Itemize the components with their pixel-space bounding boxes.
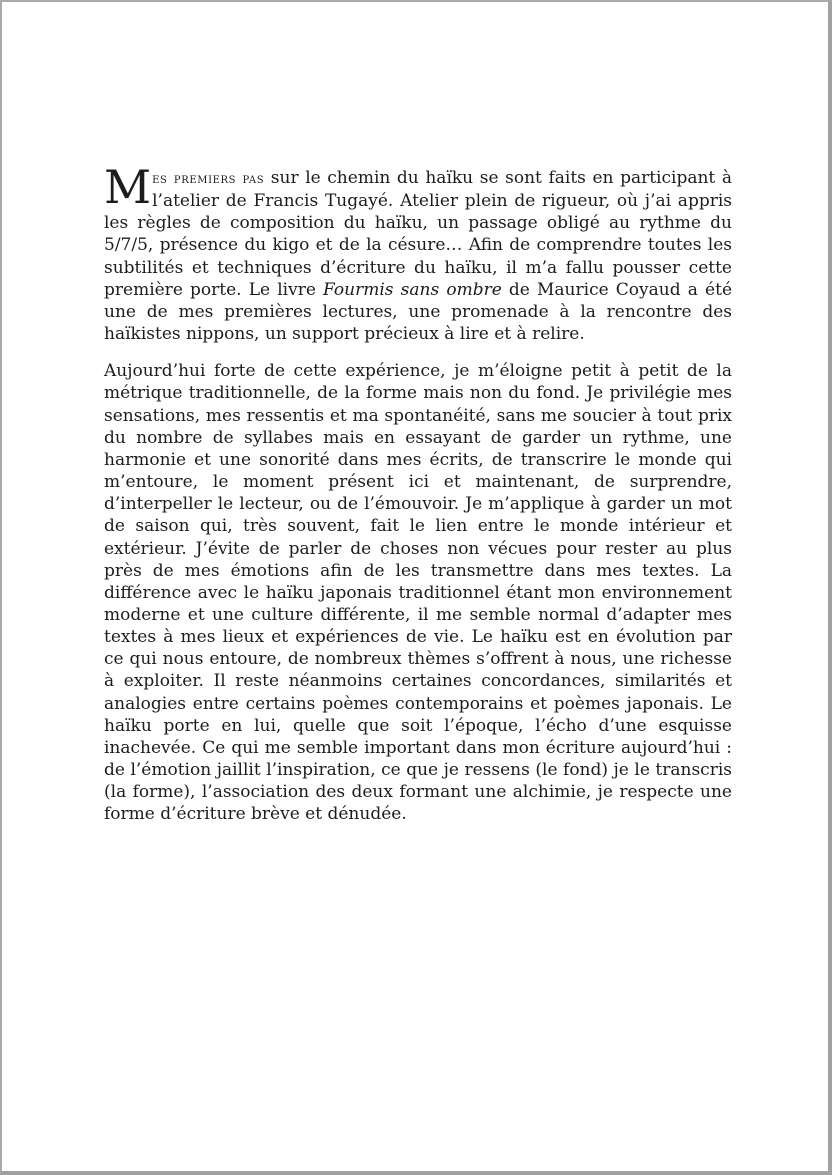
body-text [104,160,732,826]
paragraph-1-text-b: de Maurice Coyaud a été une de mes premières lectures, une promenade à la rencontre des haïkistes nippons, un support précieux à lire et à relire. [104,279,732,345]
paragraph-1-text-a: sur le chemin du haïku se sont faits en participant à l’atelier de Francis Tugayé. Atelier plein de rigueur, où j’ai appris les règles de composition du haïku, un passage obligé au rythme du 5/7/5, présence du kigo et de la césure… Afin de comprendre toutes les subtilités et techniques d’écriture du haïku, il m’a fallu pousser cette première porte. Le livre [104,168,732,300]
drop-cap-letter: M [104,160,152,214]
book-title: Fourmis sans ombre [323,279,502,300]
paragraph-1 [104,160,732,345]
small-caps-lead-in: es premiers pas [152,171,265,187]
paragraph-2: Aujourd’hui forte de cette expérience, je m’éloigne petit à petit de la métrique traditionnelle, de la forme mais non du fond. Je privilégie mes sensations, mes ressentis et ma spontanéité, sans me soucier à tout prix du nombre de syllabes mais en essayant de garder un rythme, une harmonie et une sonorité dans mes écrits, de transcrire le monde qui m’entoure, le moment présent ici et maintenant, de surprendre, d’interpeller le lecteur, ou de l’émouvoir. Je m’applique à garder un mot de saison qui, très souvent, fait le lien entre le monde intérieur et extérieur. J’évite de parler de choses non vécues pour rester au plus près de mes émotions afin de les transmettre dans mes textes. La différence avec le haïku japonais traditionnel étant mon environnement moderne et une culture différente, il me semble normal d’adapter mes textes à mes lieux et expériences de vie. Le haïku est en évolution par ce qui nous entoure, de nombreux thèmes s’offrent à nous, une richesse à exploiter. Il reste néanmoins certaines concordances, similarités et analogies entre certains poèmes contemporains et poèmes japonais. Le haïku porte en lui, quelle que soit l’époque, l’écho d’une esquisse inachevée. Ce qui me semble important dans mon écriture aujourd’hui : de l’émotion jaillit l’inspiration, ce que je ressens (le fond) je le transcris (la forme), l’association des deux formant une alchimie, je respecte une forme d’écriture brève et dénudée. [104,361,732,825]
